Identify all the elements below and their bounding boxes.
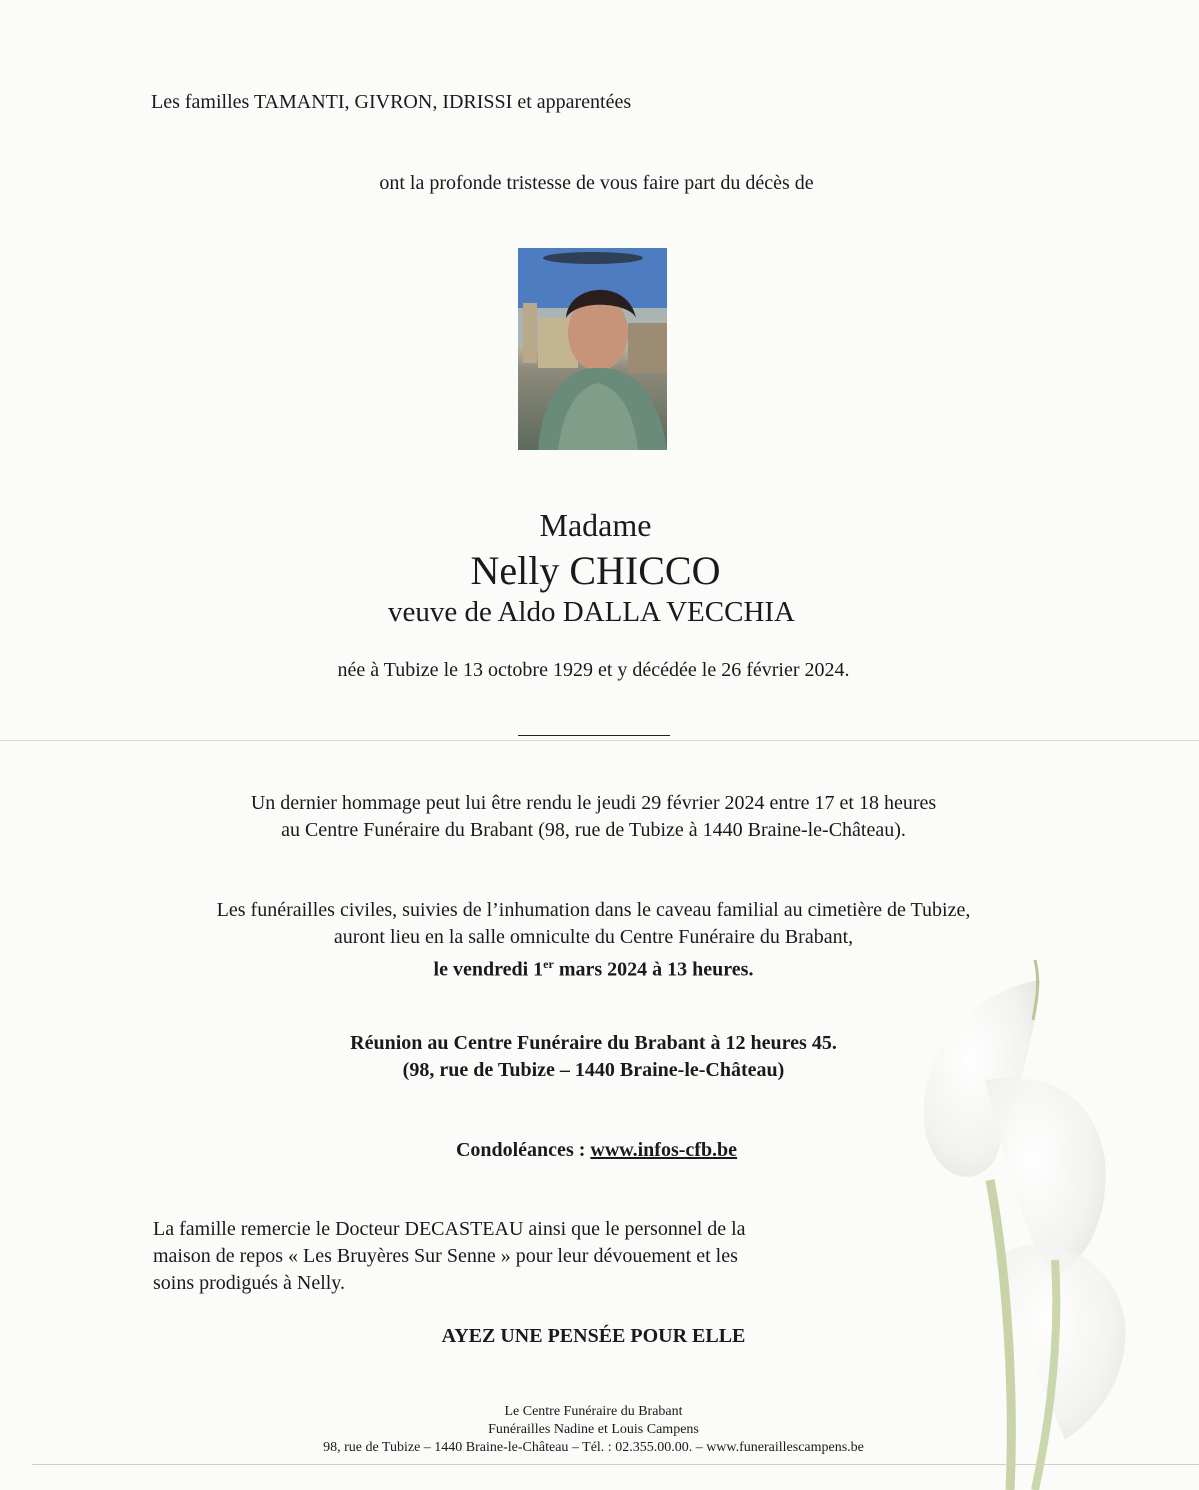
funeral-date [0, 951, 1193, 984]
birth-death-dates: née à Tubize le 13 octobre 1929 et y décédée le 26 février 2024. [337, 659, 850, 681]
footer-line-1: Le Centre Funéraire du Brabant [504, 1404, 683, 1419]
title-madame: Madame [539, 507, 652, 543]
funeral-date-rest: mars 2024 à 13 heures. [553, 958, 754, 981]
condolences-label: Condoléances : [455, 1139, 591, 1161]
deceased-name: Nelly CHICCO [470, 548, 721, 593]
tribute-line-2: au Centre Funéraire du Brabant (98, rue de Tubize à 1440 Braine-le-Château). [281, 819, 906, 841]
closing-line: AYEZ UNE PENSÉE POUR ELLE [441, 1325, 746, 1347]
funeral-date-sup: er [543, 957, 554, 971]
portrait-photo [518, 248, 667, 450]
footer-line-2: Funérailles Nadine et Louis Campens [488, 1422, 699, 1437]
fold-line [0, 740, 1199, 741]
thanks-line-3: soins prodigués à Nelly. [153, 1272, 346, 1294]
announcement-line: ont la profonde tristesse de vous faire part du décès de [379, 172, 814, 194]
divider-rule [518, 735, 670, 736]
funeral-line-1: Les funérailles civiles, suivies de l’inhumation dans le caveau familial au cimetière de Tubize, [216, 899, 971, 921]
condolences-line [0, 1137, 1196, 1164]
funeral-line-2: auront lieu en la salle omniculte du Centre Funéraire du Brabant, [333, 926, 854, 948]
thanks-line-1: La famille remercie le Docteur DECASTEAU ainsi que le personnel de la [153, 1218, 746, 1240]
funeral-date-main: le vendredi 1 [433, 958, 544, 981]
families-line: Les familles TAMANTI, GIVRON, IDRISSI et apparentées [151, 91, 632, 113]
footer-line-3: 98, rue de Tubize – 1440 Braine-le-Château – Tél. : 02.355.00.00. – www.funeraillescampens.be [323, 1440, 864, 1455]
bottom-rule [32, 1464, 1199, 1465]
tribute-line-1: Un dernier hommage peut lui être rendu le jeudi 29 février 2024 entre 17 et 18 heures [250, 792, 937, 814]
spouse-line: veuve de Aldo DALLA VECCHIA [387, 596, 796, 628]
meeting-line-1: Réunion au Centre Funéraire du Brabant à 12 heures 45. [350, 1032, 837, 1054]
meeting-line-2: (98, rue de Tubize – 1440 Braine-le-Château) [402, 1059, 785, 1081]
condolences-link[interactable]: www.infos-cfb.be [590, 1139, 738, 1161]
thanks-line-2: maison de repos « Les Bruyères Sur Senne » pour leur dévouement et les [153, 1245, 738, 1267]
